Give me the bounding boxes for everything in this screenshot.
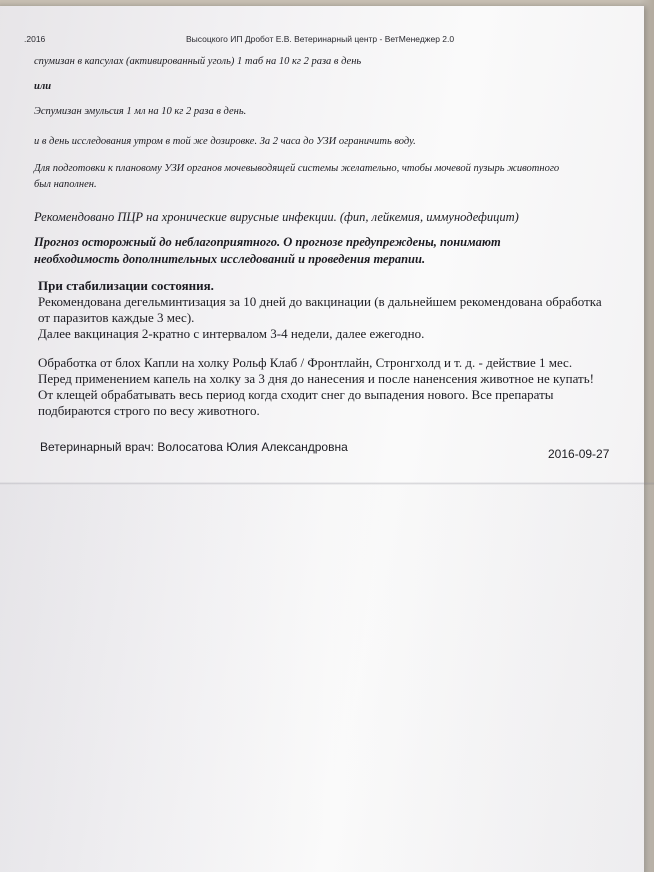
prep-line-2: был наполнен. — [34, 179, 97, 190]
ultrasound-line: и в день исследования утром в той же дозировке. За 2 часа до УЗИ ограничить воду. — [34, 136, 416, 147]
document-date: 2016-09-27 — [548, 447, 610, 461]
header-date: .2016 — [24, 34, 46, 44]
capsules-line: спумизан в капсулах (активированный уголь) 1 таб на 10 кг 2 раза в день — [34, 56, 362, 67]
prognosis-line-1: Прогноз осторожный до неблагоприятного. О прогнозе предупреждены, понимают — [34, 235, 501, 249]
tick-line-1: От клещей обрабатывать весь период когда сходит снег до выпадения нового. Все препараты — [38, 387, 554, 402]
doctor-signature-line: Ветеринарный врач: Волосатова Юлия Александровна — [40, 440, 348, 454]
header-title: Высоцкого ИП Дробот Е.В. Ветеринарный центр - ВетМенеджер 2.0 — [186, 34, 455, 44]
prognosis-line-2: необходимость дополнительных исследований и проведения терапии. — [34, 252, 426, 266]
or-line: или — [34, 81, 52, 92]
tick-line-2: подбираются строго по весу животного. — [38, 403, 260, 418]
prep-line-1: Для подготовки к плановому УЗИ органов мочевыводящей системы желательно, чтобы мочевой пузырь животного — [34, 163, 560, 174]
deworm-line-2: от паразитов каждые 3 мес). — [38, 310, 195, 325]
pcr-recommendation: Рекомендовано ПЦР на хронические вирусные инфекции. (фип, лейкемия, иммунодефицит) — [34, 210, 519, 224]
flea-line-2: Перед применением капель на холку за 3 дня до нанесения и после наненсения животное не купать! — [38, 371, 594, 386]
flea-line-1: Обработка от блох Капли на холку Рольф Клаб / Фронтлайн, Стронгхолд и т. д. - действие 1 мес. — [38, 355, 573, 370]
emulsion-line: Эспумизан эмульсия 1 мл на 10 кг 2 раза в день. — [34, 106, 247, 117]
stabilization-heading: При стабилизации состояния. — [38, 278, 214, 293]
paper-lower-half — [0, 485, 654, 872]
vaccination-line: Далее вакцинация 2-кратно с интервалом 3-4 недели, далее ежегодно. — [38, 326, 425, 341]
deworm-line-1: Рекомендована дегельминтизация за 10 дней до вакцинации (в дальнейшем рекомендована обработка — [38, 294, 602, 309]
